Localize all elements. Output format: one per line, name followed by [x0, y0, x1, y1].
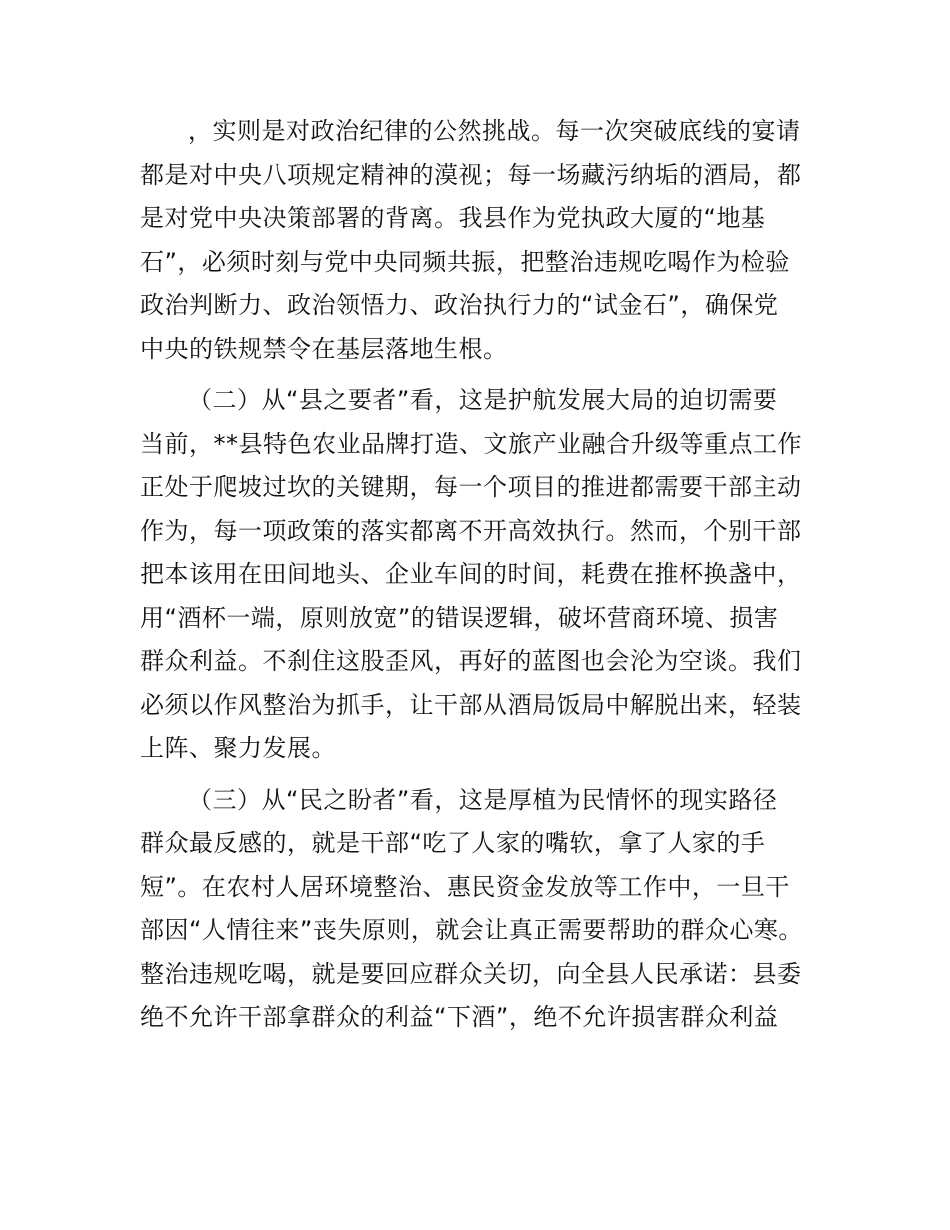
text-line: 都是对中央八项规定精神的漠视；每一场藏污纳垢的酒局，都: [140, 160, 802, 189]
text-line: 上阵、聚力发展。: [140, 734, 336, 762]
paragraph-section-three: [140, 779, 820, 1040]
text-line: 必须以作风整治为抓手，让干部从酒局饭局中解脱出来，轻装: [140, 690, 802, 719]
text-line: 作为，每一项政策的落实都离不开高效执行。然而，个别干部: [140, 516, 802, 545]
text-line: ，实则是对政治纪律的公然挑战。每一次突破底线的宴请: [188, 117, 801, 145]
text-line: 群众最反感的，就是干部“吃了人家的嘴软，拿了人家的手: [140, 829, 766, 857]
text-line: 整治违规吃喝，就是要回应群众关切，向全县人民承诺：县委: [140, 959, 802, 988]
text-line: 把本该用在田间地头、企业车间的时间，耗费在推杯换盏中，: [140, 560, 802, 588]
document-body: [140, 110, 820, 1048]
text-line: 石”，必须时刻与党中央同频共振，把整治违规吃喝作为检验: [140, 247, 790, 276]
section-heading-line: （二）从“县之要者”看，这是护航发展大局的迫切需要: [188, 386, 778, 414]
text-line: 绝不允许干部拿群众的利益“下酒”，绝不允许损害群众利益: [140, 1003, 779, 1031]
text-line: 短”。在农村人居环境整治、惠民资金发放等工作中，一旦干: [140, 872, 790, 901]
text-line: 政治判断力、政治领悟力、政治执行力的“试金石”，确保党: [140, 291, 779, 319]
text-line: 正处于爬坡过坎的关键期，每一个项目的推进都需要干部主动: [140, 473, 802, 501]
text-line: 中央的铁规禁令在基层落地生根。: [140, 334, 508, 363]
text-line: 部因“人情往来”丧失原则，就会让真正需要帮助的群众心寒。: [140, 916, 803, 944]
text-line: 是对党中央决策部署的背离。我县作为党执政大厦的“地基: [140, 204, 766, 232]
text-line: 群众利益。不刹住这股歪风，再好的蓝图也会沦为空谈。我们: [140, 647, 802, 675]
paragraph-political-discipline: [140, 110, 820, 371]
text-line: 当前，**县特色农业品牌打造、文旅产业融合升级等重点工作: [140, 429, 802, 458]
paragraph-section-two: [140, 379, 820, 771]
text-line: 用“酒杯一端，原则放宽”的错误逻辑，破坏营商环境、损害: [140, 603, 779, 632]
section-heading-line: （三）从“民之盼者”看，这是厚植为民情怀的现实路径: [188, 785, 778, 814]
